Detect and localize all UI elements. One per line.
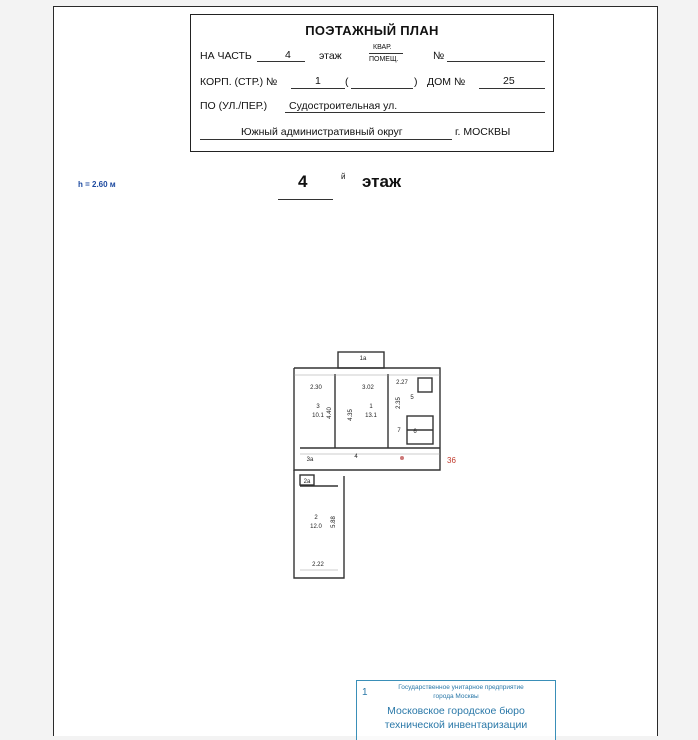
room-2-area: 12.0 xyxy=(310,524,322,530)
dom-value: 25 xyxy=(503,75,515,87)
na-chast-label: НА ЧАСТЬ xyxy=(200,50,252,62)
bti-stamp-line4: технической инвентаризации xyxy=(384,719,528,731)
floor-heading-number: 4 xyxy=(298,172,308,191)
dim-2-22: 2.22 xyxy=(312,562,324,568)
dim-4-40: 4.40 xyxy=(327,407,333,419)
kvar-label: КВАР. xyxy=(373,44,392,51)
bti-stamp-line2: города Москвы xyxy=(433,693,479,700)
room-2-label: 2 xyxy=(314,515,318,521)
form-title: ПОЭТАЖНЫЙ ПЛАН xyxy=(305,23,439,38)
dim-3-02: 3.02 xyxy=(362,385,374,391)
room-1-label: 1 xyxy=(369,404,373,410)
room-1a-label: 1а xyxy=(359,356,367,362)
korp-label: КОРП. (СТР.) № xyxy=(200,76,278,88)
room-6-label: 6 xyxy=(413,429,417,435)
number-label: № xyxy=(433,50,445,62)
pomesh-label: ПОМЕЩ. xyxy=(369,56,399,63)
room-3a-label: 3а xyxy=(306,457,314,463)
dim-4-35: 4.35 xyxy=(348,409,354,421)
dim-2-27: 2.27 xyxy=(396,380,408,386)
room-1-area: 13.1 xyxy=(365,413,377,419)
dim-2-30: 2.30 xyxy=(310,385,322,391)
floor-value: 4 xyxy=(285,49,291,61)
room-5-label: 5 xyxy=(410,395,414,401)
district-value: Южный административный округ xyxy=(241,126,403,138)
city-value: г. МОСКВЫ xyxy=(455,126,511,138)
floor-heading-word: этаж xyxy=(362,172,401,191)
room-4-label: 4 xyxy=(354,454,358,460)
bti-stamp-number: 1 xyxy=(362,687,368,698)
bti-stamp-line3: Московское городское бюро xyxy=(387,705,525,717)
bti-stamp-line1: Государственное унитарное предприятие xyxy=(398,684,524,691)
room-3-area: 10.1 xyxy=(312,413,324,419)
dim-5-88: 5.88 xyxy=(331,516,337,528)
etazh-label: этаж xyxy=(319,50,342,62)
room-3-label: 3 xyxy=(316,404,320,410)
korp-value: 1 xyxy=(315,75,321,87)
paren-close: ) xyxy=(414,76,418,88)
room-7-label: 7 xyxy=(397,428,401,434)
apartment-number: 36 xyxy=(447,456,456,465)
bti-stamp xyxy=(356,680,556,740)
dim-2-35: 2.35 xyxy=(396,397,402,409)
floor-heading-suffix: й xyxy=(341,172,346,181)
paren-open: ( xyxy=(345,76,349,88)
street-label: ПО (УЛ./ПЕР.) xyxy=(200,100,268,112)
street-value: Судостроительная ул. xyxy=(289,100,398,112)
dom-label: ДОМ № xyxy=(427,76,466,88)
ceiling-height-label: h = 2.60 м xyxy=(78,180,116,189)
room-2a-label: 2а xyxy=(303,479,311,485)
